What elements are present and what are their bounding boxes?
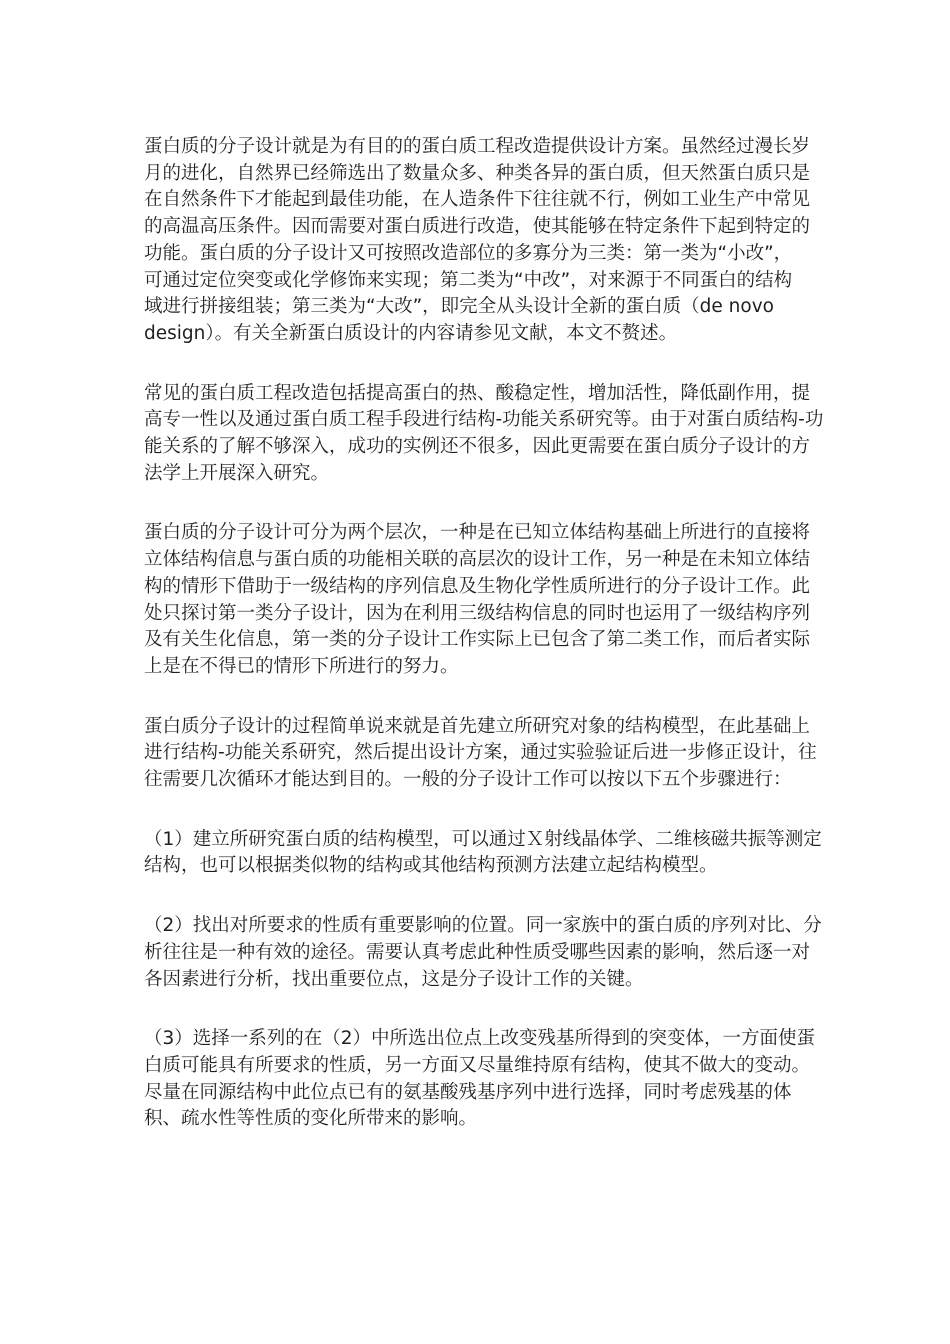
text-line: 蛋白质分子设计的过程简单说来就是首先建立所研究对象的结构模型，在此基础上 [144, 715, 811, 737]
text-line: 蛋白质的分子设计就是为有目的的蛋白质工程改造提供设计方案。虽然经过漫长岁 [144, 136, 811, 157]
text-line: 蛋白质的分子设计可分为两个层次，一种是在已知立体结构基础上所进行的直接将 [144, 522, 811, 544]
text-line: 白质可能具有所要求的性质，另一方面又尽量维持原有结构，使其不做大的变动。 [144, 1054, 811, 1076]
paragraph-design-levels [144, 520, 844, 680]
text-line: design）。有关全新蛋白质设计的内容请参见文献，本文不赘述。 [144, 322, 678, 344]
text-line: 法学上开展深入研究。 [144, 462, 330, 484]
paragraph-step-3 [144, 1026, 844, 1133]
document-body [144, 134, 844, 1166]
text-line: 可通过定位突变或化学修饰来实现；第二类为“中改”，对来源于不同蛋白的结构 [144, 269, 793, 291]
text-line: （2）找出对所要求的性质有重要影响的位置。同一家族中的蛋白质的序列对比、分 [144, 915, 822, 937]
paragraph-step-1 [144, 827, 844, 880]
text-line: 各因素进行分析，找出重要位点，这是分子设计工作的关键。 [144, 968, 644, 990]
text-line: 功能。蛋白质的分子设计又可按照改造部位的多寡分为三类：第一类为“小改”， [144, 242, 793, 264]
paragraph-design-process [144, 714, 844, 794]
paragraph-step-2 [144, 913, 844, 993]
text-line: 结构，也可以根据类似物的结构或其他结构预测方法建立起结构模型。 [144, 855, 718, 877]
text-line: 月的进化，自然界已经筛选出了数量众多、种类各异的蛋白质，但天然蛋白质只是 [144, 162, 811, 184]
text-line: 及有关生化信息，第一类的分子设计工作实际上已包含了第二类工作，而后者实际 [144, 629, 811, 651]
text-line: （3）选择一系列的在（2）中所选出位点上改变残基所得到的突变体，一方面使蛋 [144, 1028, 816, 1050]
text-line: 积、疏水性等性质的变化所带来的影响。 [144, 1108, 478, 1130]
text-line: 常见的蛋白质工程改造包括提高蛋白的热、酸稳定性，增加活性，降低副作用，提 [144, 382, 811, 404]
text-line: 立体结构信息与蛋白质的功能相关联的高层次的设计工作，另一种是在未知立体结 [144, 549, 811, 571]
text-line: 尽量在同源结构中此位点已有的氨基酸残基序列中进行选择，同时考虑残基的体 [144, 1081, 792, 1103]
text-line: 构的情形下借助于一级结构的序列信息及生物化学性质所进行的分子设计工作。此 [144, 575, 811, 597]
paragraph-common-modifications [144, 381, 844, 488]
text-line: （1）建立所研究蛋白质的结构模型，可以通过Ｘ射线晶体学、二维核磁共振等测定 [144, 828, 822, 850]
text-line: 上是在不得已的情形下所进行的努力。 [144, 655, 459, 677]
text-line: 往需要几次循环才能达到目的。一般的分子设计工作可以按以下五个步骤进行： [144, 769, 792, 791]
paragraph-intro [144, 134, 844, 348]
text-line: 域进行拼接组装；第三类为“大改”，即完全从头设计全新的蛋白质（de novo [144, 296, 774, 318]
text-line: 在自然条件下才能起到最佳功能，在人造条件下往往就不行，例如工业生产中常见 [144, 189, 811, 211]
text-line: 析往往是一种有效的途径。需要认真考虑此种性质受哪些因素的影响，然后逐一对 [144, 941, 811, 963]
text-line: 处只探讨第一类分子设计，因为在利用三级结构信息的同时也运用了一级结构序列 [144, 602, 811, 624]
text-line: 高专一性以及通过蛋白质工程手段进行结构-功能关系研究等。由于对蛋白质结构-功 [144, 409, 824, 431]
text-line: 进行结构-功能关系研究，然后提出设计方案，通过实验验证后进一步修正设计，往 [144, 742, 817, 764]
text-line: 能关系的了解不够深入，成功的实例还不很多，因此更需要在蛋白质分子设计的方 [144, 436, 811, 458]
text-line: 的高温高压条件。因而需要对蛋白质进行改造，使其能够在特定条件下起到特定的 [144, 216, 811, 238]
